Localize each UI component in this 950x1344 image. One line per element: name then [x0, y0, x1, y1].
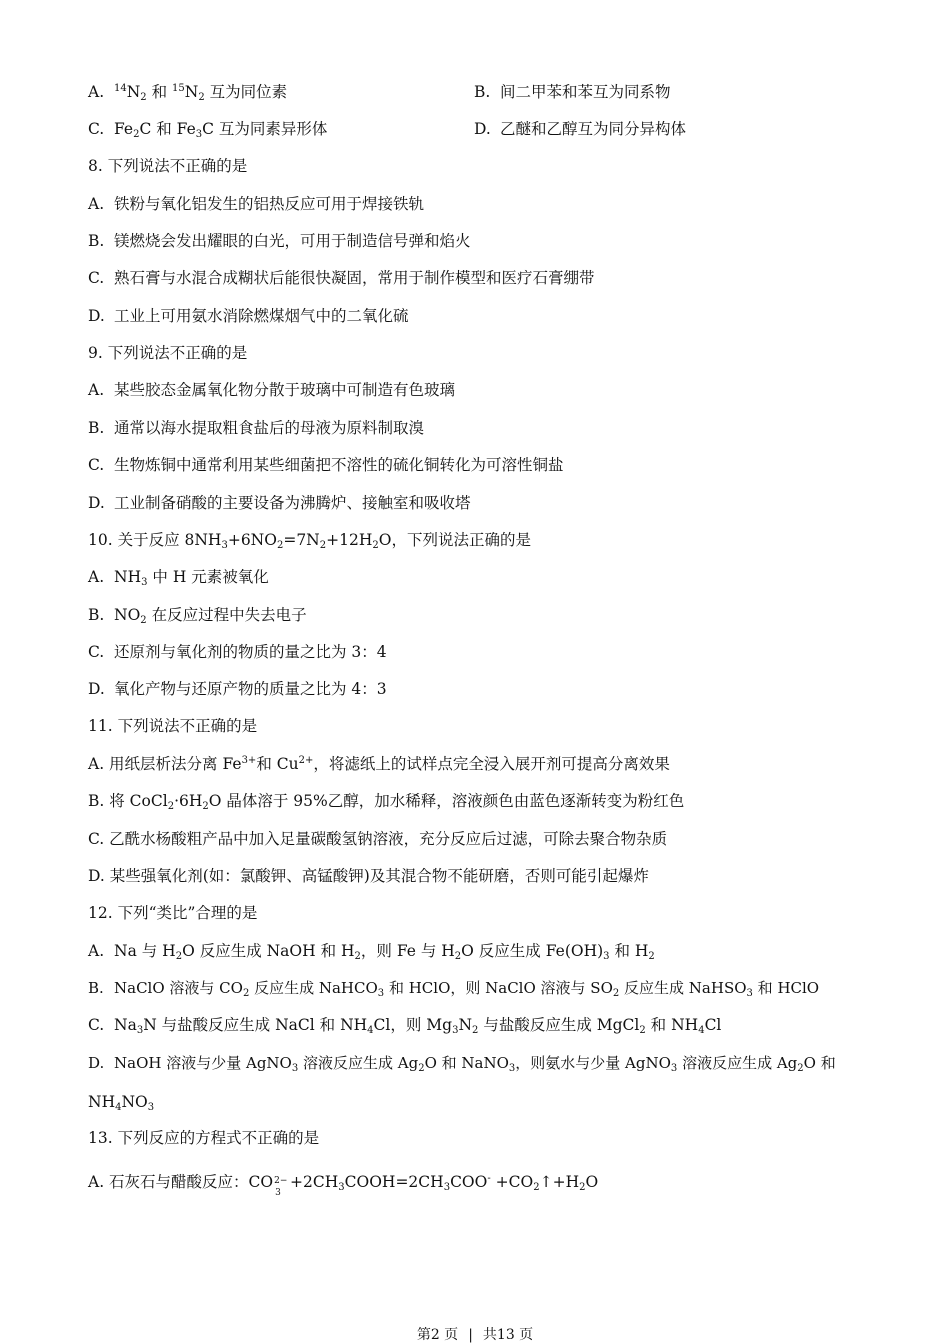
question-13-stem: 13. 下列反应的方程式不正确的是	[88, 1129, 320, 1147]
option-12a: A. Na 与 $H_2O$ 反应生成 NaOH 和 $H_2$，则 Fe 与 $H_2O$ 反应生成 $Fe(OH)_3$ 和 $H_2$	[88, 942, 655, 962]
question-8-stem: 8. 下列说法不正确的是	[88, 157, 248, 175]
option-9c: C. 生物炼铜中通常利用某些细菌把不溶性的硫化铜转化为可溶性铜盐	[88, 456, 564, 474]
option-11c: C. 乙酰水杨酸粗产品中加入足量碳酸氢钠溶液，充分反应后过滤，可除去聚合物杂质	[88, 830, 668, 848]
option-7a: A. $^{14}N_2$ 和 $^{15}N_2$ 互为同位素	[88, 83, 288, 103]
option-9b: B. 通常以海水提取粗食盐后的母液为原料制取溴	[88, 419, 425, 437]
option-11a: A. 用纸层析法分离 $Fe^{3+}$和 $Cu^{2+}$，将滤纸上的试样点完全浸入展开剂可提高分离效果	[88, 755, 670, 773]
option-letter: D.	[474, 120, 491, 138]
carbonate-ion-charge: 2− 3	[274, 1176, 288, 1198]
option-7d: D. 乙醚和乙醇互为同分异构体	[474, 120, 687, 138]
option-9d: D. 工业制备硝酸的主要设备为沸腾炉、接触室和吸收塔	[88, 494, 471, 512]
option-letter: A.	[88, 83, 105, 101]
option-12c: C. $Na_3N$ 与盐酸反应生成 NaCl 和 $NH_4Cl$，则 $Mg_3N_2$ 与盐酸反应生成 MgCl$_2$ 和 $NH_4Cl$	[88, 1016, 722, 1036]
question-9-stem: 9. 下列说法不正确的是	[88, 344, 248, 362]
footer-separator: |	[468, 1327, 473, 1343]
option-letter: B.	[474, 83, 491, 101]
option-11b: B. 将 $CoCl_2\cdot 6H_2O$ 晶体溶于 95%乙醇，加水稀释，溶液颜色由蓝色逐渐转变为粉红色	[88, 792, 685, 812]
option-9a: A. 某些胶态金属氧化物分散于玻璃中可制造有色玻璃	[88, 381, 456, 399]
option-10b: B. $NO_2$ 在反应过程中失去电子	[88, 606, 307, 626]
option-10d: D. 氧化产物与还原产物的质量之比为 4：3	[88, 680, 387, 698]
page-number: 第2 页	[416, 1327, 459, 1343]
option-12d-continued: $NH_4NO_3$	[88, 1093, 155, 1113]
option-8d: D. 工业上可用氨水消除燃煤烟气中的二氧化硫	[88, 307, 409, 325]
option-7c: C. $Fe_2C$ 和 $Fe_3C$ 互为同素异形体	[88, 120, 328, 140]
option-8b: B. 镁燃烧会发出耀眼的白光，可用于制造信号弹和焰火	[88, 232, 471, 250]
question-10-stem: 10. 关于反应 $8NH_3+6NO_2=7N_2+12H_2O$，下列说法正确的是	[88, 531, 531, 551]
option-8a: A. 铁粉与氧化铝发生的铝热反应可用于焊接铁轨	[88, 195, 425, 213]
option-12d: D. NaOH 溶液与少量 AgNO$_3$ 溶液反应生成 $Ag_2O$ 和 NaNO$_3$，则氨水与少量 AgNO$_3$ 溶液反应生成 $Ag_2O$ 和	[88, 1054, 836, 1074]
page-total: 共13 页	[482, 1327, 534, 1343]
option-10c: C. 还原剂与氧化剂的物质的量之比为 3：4	[88, 643, 387, 661]
option-8c: C. 熟石膏与水混合成糊状后能很快凝固，常用于制作模型和医疗石膏绷带	[88, 269, 595, 287]
option-10a: A. $NH_3$ 中 H 元素被氧化	[88, 568, 269, 588]
question-11-stem: 11. 下列说法不正确的是	[88, 717, 258, 735]
question-12-stem: 12. 下列“类比”合理的是	[88, 904, 258, 922]
option-12b: B. NaClO 溶液与 $CO_2$ 反应生成 NaHCO$_3$ 和 HClO，则 NaClO 溶液与 $SO_2$ 反应生成 NaHSO$_3$ 和 HClO	[88, 979, 820, 999]
option-letter: C.	[88, 120, 105, 138]
option-7b: B. 间二甲苯和苯互为同系物	[474, 83, 671, 101]
option-13a: A. 石灰石与醋酸反应：CO 2− 3 $+2CH_3COOH=2CH_3COO^-$ $+CO_2↑+H_2O$	[88, 1173, 599, 1198]
page-footer	[0, 1324, 950, 1344]
option-11d: D. 某些强氧化剂(如：氯酸钾、高锰酸钾)及其混合物不能研磨，否则可能引起爆炸	[88, 867, 649, 885]
